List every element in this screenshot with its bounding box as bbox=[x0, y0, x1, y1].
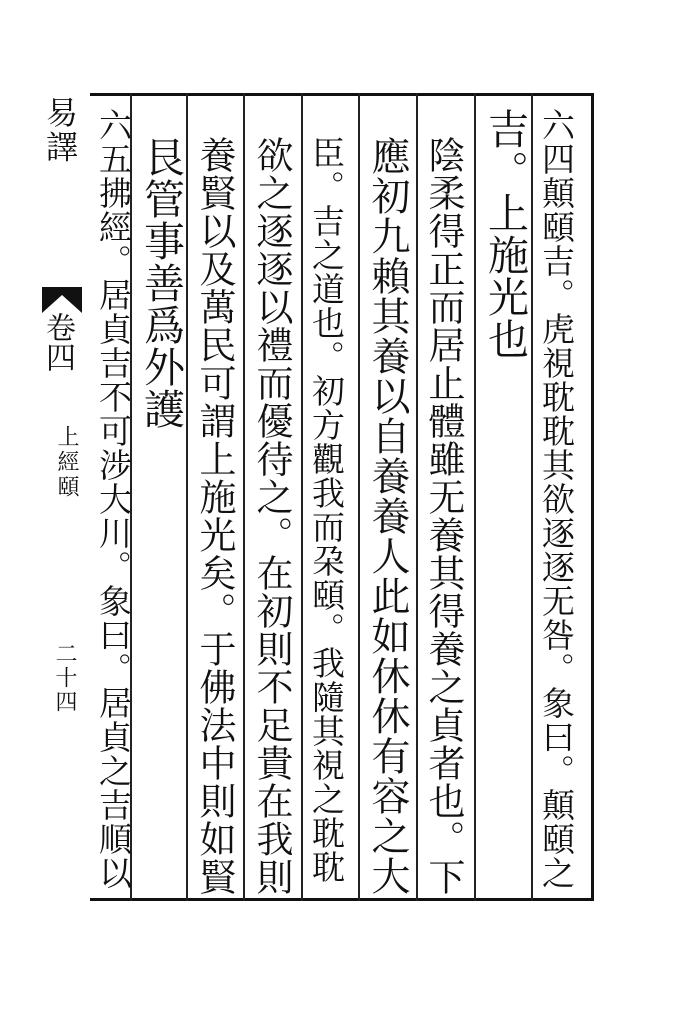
text-column: 六四顛頤吉。虎視耽耽其欲逐逐无咎。象曰。顛頤之 bbox=[537, 108, 576, 890]
column-rule bbox=[358, 93, 360, 901]
column-rule bbox=[416, 93, 418, 901]
column-rule bbox=[301, 93, 303, 901]
column-rule bbox=[531, 93, 533, 901]
text-column: 吉。上施光也 bbox=[481, 108, 529, 360]
section-label: 上經頤 bbox=[54, 425, 79, 500]
text-column: 艮管事善爲外護 bbox=[137, 136, 185, 430]
book-title: 易譯 bbox=[41, 96, 79, 164]
text-column: 陰柔得正而居止體雖无養其得養之貞者也。下 bbox=[422, 136, 465, 896]
text-column: 應初九賴其養以自養養人此如休休有容之大 bbox=[365, 136, 410, 896]
fishtail-mark bbox=[42, 287, 82, 313]
text-column: 臣。吉之道也。初方觀我而朶頤。我隨其視之耽耽 bbox=[307, 136, 346, 884]
text-column: 六五拂經。居貞吉不可涉大川。象曰。居貞之吉順以 bbox=[94, 108, 133, 890]
text-column: 欲之逐逐以禮而優待之。在初則不足貴在我則 bbox=[250, 136, 293, 896]
volume-number: 卷四 bbox=[40, 312, 75, 372]
page-number: 二十四 bbox=[52, 642, 77, 714]
column-rule bbox=[243, 93, 245, 901]
column-rule bbox=[474, 93, 476, 901]
text-column: 養賢以及萬民可謂上施光矣。于佛法中則如賢 bbox=[193, 136, 236, 896]
column-rule bbox=[186, 93, 188, 901]
